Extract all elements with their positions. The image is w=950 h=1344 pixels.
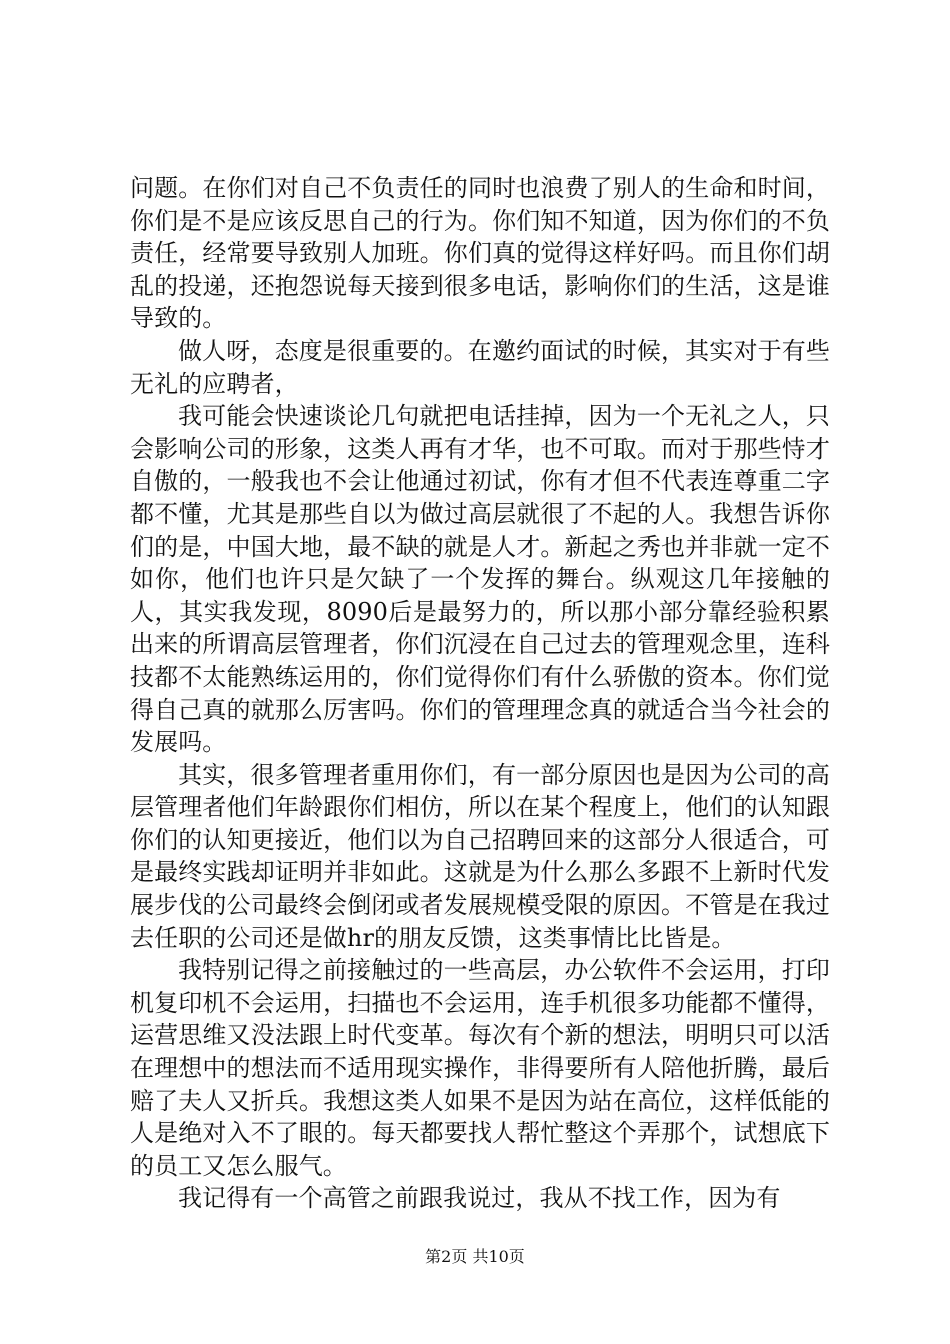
page-number-label: 第2页 共10页 bbox=[425, 1247, 525, 1266]
paragraph-6: 我记得有一个高管之前跟我说过，我从不找工作，因为有 bbox=[178, 1184, 781, 1213]
body-text bbox=[130, 172, 830, 1215]
paragraph-5: 我特别记得之前接触过的一些高层，办公软件不会运用，打印机复印机不会运用，扫描也不会运用，连手机很多功能都不懂得，运营思维又没法跟上时代变革。每次有个新的想法，明明只可以活在理想中的想法而不适用现实操作，非得要所有人陪他折腾，最后赔了夫人又折兵。我想这类人如果不是因为站在高位，这样低能的人是绝对入不了眼的。每天都要找人帮忙整这个弄那个，试想底下的员工又怎么服气。 bbox=[130, 956, 830, 1180]
paragraph-3: 我可能会快速谈论几句就把电话挂掉，因为一个无礼之人，只会影响公司的形象，这类人再有才华，也不可取。而对于那些恃才自傲的，一般我也不会让他通过初试，你有才但不代表连尊重二字都不懂，尤其是那些自以为做过高层就很了不起的人。我想告诉你们的是，中国大地，最不缺的就是人才。新起之秀也并非就一定不如你，他们也许只是欠缺了一个发挥的舞台。纵观这几年接触的人，其实我发现，8090后是最努力的，所以那小部分靠经验积累出来的所谓高层管理者，你们沉浸在自己过去的管理观念里，连科技都不太能熟练运用的，你们觉得你们有什么骄傲的资本。你们觉得自己真的就那么厉害吗。你们的管理理念真的就适合当今社会的发展吗。 bbox=[130, 402, 830, 757]
paragraph-4: 其实，很多管理者重用你们，有一部分原因也是因为公司的高层管理者他们年龄跟你们相仿，所以在某个程度上，他们的认知跟你们的认知更接近，他们以为自己招聘回来的这部分人很适合，可是最终实践却证明并非如此。这就是为什么那么多跟不上新时代发展步伐的公司最终会倒闭或者发展规模受限的原因。不管是在我过去任职的公司还是做hr的朋友反馈，这类事情比比皆是。 bbox=[130, 760, 830, 952]
paragraph-1: 问题。在你们对自己不负责任的同时也浪费了别人的生命和时间，你们是不是应该反思自己的行为。你们知不知道，因为你们的不负责任，经常要导致别人加班。你们真的觉得这样好吗。而且你们胡乱的投递，还抱怨说每天接到很多电话，影响你们的生活，这是谁导致的。 bbox=[130, 174, 830, 333]
paragraph-2: 做人呀，态度是很重要的。在邀约面试的时候，其实对于有些无礼的应聘者， bbox=[130, 336, 830, 398]
page-footer bbox=[0, 1244, 950, 1267]
